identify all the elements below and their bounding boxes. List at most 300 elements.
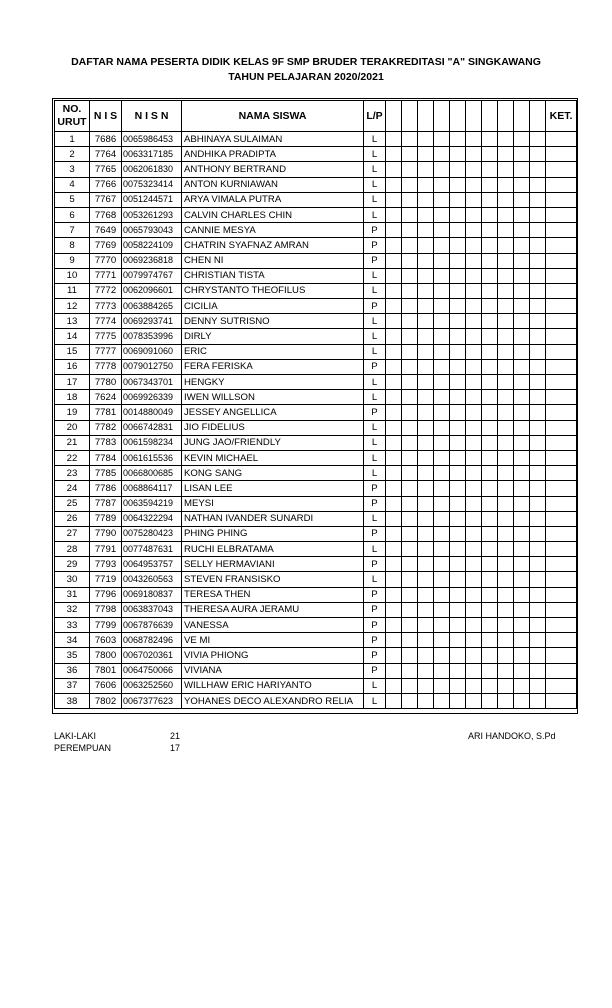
cell-blank bbox=[530, 511, 546, 526]
cell-nama: VIVIA PHIONG bbox=[182, 648, 364, 663]
cell-ket bbox=[546, 329, 577, 344]
perempuan-label: PEREMPUAN bbox=[54, 743, 112, 753]
cell-ket bbox=[546, 375, 577, 390]
cell-no: 33 bbox=[55, 618, 90, 633]
cell-nis: 7764 bbox=[90, 147, 122, 162]
cell-blank bbox=[530, 572, 546, 587]
cell-no: 30 bbox=[55, 572, 90, 587]
cell-blank bbox=[402, 314, 418, 329]
cell-blank bbox=[514, 283, 530, 298]
cell-blank bbox=[466, 314, 482, 329]
cell-blank bbox=[482, 633, 498, 648]
cell-nisn: 0043260563 bbox=[122, 572, 182, 587]
laki-laki-label: LAKI-LAKI bbox=[54, 731, 97, 741]
cell-blank bbox=[466, 572, 482, 587]
table-body bbox=[55, 132, 577, 709]
cell-blank bbox=[466, 557, 482, 572]
cell-blank bbox=[514, 420, 530, 435]
cell-blank bbox=[450, 450, 466, 465]
cell-blank bbox=[450, 177, 466, 192]
cell-blank bbox=[498, 435, 514, 450]
cell-nama: TERESA THEN bbox=[182, 587, 364, 602]
cell-blank bbox=[418, 177, 434, 192]
cell-blank bbox=[450, 496, 466, 511]
cell-blank bbox=[514, 466, 530, 481]
cell-blank bbox=[482, 663, 498, 678]
cell-lp: P bbox=[364, 238, 386, 253]
cell-no: 21 bbox=[55, 435, 90, 450]
cell-lp: L bbox=[364, 329, 386, 344]
cell-ket bbox=[546, 223, 577, 238]
cell-blank bbox=[498, 572, 514, 587]
cell-blank bbox=[482, 511, 498, 526]
cell-blank bbox=[434, 359, 450, 374]
cell-blank bbox=[530, 132, 546, 147]
cell-blank bbox=[418, 147, 434, 162]
cell-lp: P bbox=[364, 253, 386, 268]
cell-blank bbox=[450, 359, 466, 374]
cell-ket bbox=[546, 314, 577, 329]
cell-blank bbox=[434, 587, 450, 602]
cell-nama: VIVIANA bbox=[182, 663, 364, 678]
cell-blank bbox=[450, 481, 466, 496]
cell-blank bbox=[498, 253, 514, 268]
cell-blank bbox=[482, 375, 498, 390]
cell-ket bbox=[546, 633, 577, 648]
cell-blank bbox=[434, 526, 450, 541]
cell-nisn: 0063884265 bbox=[122, 299, 182, 314]
cell-ket bbox=[546, 162, 577, 177]
cell-blank bbox=[530, 435, 546, 450]
cell-blank bbox=[514, 344, 530, 359]
cell-nisn: 0053261293 bbox=[122, 207, 182, 222]
cell-nis: 7789 bbox=[90, 511, 122, 526]
cell-blank bbox=[450, 268, 466, 283]
cell-blank bbox=[418, 359, 434, 374]
cell-blank bbox=[434, 299, 450, 314]
cell-ket bbox=[546, 450, 577, 465]
cell-blank bbox=[482, 496, 498, 511]
cell-blank bbox=[514, 223, 530, 238]
cell-nis: 7802 bbox=[90, 693, 122, 708]
cell-blank bbox=[434, 693, 450, 708]
cell-blank bbox=[482, 238, 498, 253]
cell-blank bbox=[482, 557, 498, 572]
cell-blank bbox=[386, 268, 402, 283]
cell-ket bbox=[546, 526, 577, 541]
cell-blank bbox=[514, 329, 530, 344]
cell-nisn: 0068864117 bbox=[122, 481, 182, 496]
cell-blank bbox=[466, 618, 482, 633]
cell-no: 4 bbox=[55, 177, 90, 192]
cell-blank bbox=[434, 496, 450, 511]
cell-nama: CALVIN CHARLES CHIN bbox=[182, 207, 364, 222]
cell-blank bbox=[402, 435, 418, 450]
cell-blank bbox=[386, 177, 402, 192]
cell-blank bbox=[402, 633, 418, 648]
cell-blank bbox=[418, 602, 434, 617]
cell-nisn: 0079012750 bbox=[122, 359, 182, 374]
cell-blank bbox=[386, 663, 402, 678]
cell-nis: 7719 bbox=[90, 572, 122, 587]
cell-nis: 7798 bbox=[90, 602, 122, 617]
cell-blank bbox=[498, 602, 514, 617]
table-row bbox=[55, 207, 577, 222]
cell-blank bbox=[402, 238, 418, 253]
cell-blank bbox=[418, 192, 434, 207]
cell-ket bbox=[546, 618, 577, 633]
cell-blank bbox=[434, 238, 450, 253]
cell-blank bbox=[482, 435, 498, 450]
cell-lp: L bbox=[364, 375, 386, 390]
cell-lp: P bbox=[364, 359, 386, 374]
cell-nisn: 0051244571 bbox=[122, 192, 182, 207]
cell-nama: ANDHIKA PRADIPTA bbox=[182, 147, 364, 162]
cell-blank bbox=[386, 450, 402, 465]
cell-blank bbox=[514, 633, 530, 648]
cell-blank bbox=[466, 496, 482, 511]
cell-nis: 7781 bbox=[90, 405, 122, 420]
cell-blank bbox=[418, 466, 434, 481]
cell-blank bbox=[386, 542, 402, 557]
cell-blank bbox=[530, 602, 546, 617]
cell-no: 15 bbox=[55, 344, 90, 359]
cell-blank bbox=[386, 344, 402, 359]
cell-blank bbox=[514, 435, 530, 450]
cell-blank bbox=[466, 648, 482, 663]
cell-blank bbox=[450, 390, 466, 405]
cell-blank bbox=[530, 375, 546, 390]
cell-blank bbox=[514, 192, 530, 207]
cell-nisn: 0069180837 bbox=[122, 587, 182, 602]
cell-blank bbox=[386, 648, 402, 663]
cell-no: 23 bbox=[55, 466, 90, 481]
table-row bbox=[55, 435, 577, 450]
cell-blank bbox=[530, 268, 546, 283]
cell-blank bbox=[386, 481, 402, 496]
table-row bbox=[55, 162, 577, 177]
cell-nama: RUCHI ELBRATAMA bbox=[182, 542, 364, 557]
cell-nisn: 0067020361 bbox=[122, 648, 182, 663]
cell-blank bbox=[498, 678, 514, 693]
cell-nama: THERESA AURA JERAMU bbox=[182, 602, 364, 617]
cell-blank bbox=[514, 511, 530, 526]
cell-nisn: 0069091060 bbox=[122, 344, 182, 359]
cell-nis: 7785 bbox=[90, 466, 122, 481]
cell-no: 7 bbox=[55, 223, 90, 238]
cell-blank bbox=[514, 253, 530, 268]
cell-blank bbox=[386, 466, 402, 481]
cell-blank bbox=[530, 663, 546, 678]
cell-blank bbox=[466, 633, 482, 648]
cell-blank bbox=[418, 678, 434, 693]
cell-blank bbox=[514, 663, 530, 678]
cell-nama: IWEN WILLSON bbox=[182, 390, 364, 405]
cell-nis: 7603 bbox=[90, 633, 122, 648]
cell-nama: LISAN LEE bbox=[182, 481, 364, 496]
header-blank bbox=[530, 101, 546, 132]
cell-nisn: 0067377623 bbox=[122, 693, 182, 708]
cell-blank bbox=[514, 299, 530, 314]
cell-lp: P bbox=[364, 602, 386, 617]
cell-blank bbox=[386, 526, 402, 541]
cell-blank bbox=[434, 268, 450, 283]
cell-blank bbox=[450, 207, 466, 222]
cell-blank bbox=[482, 678, 498, 693]
cell-blank bbox=[482, 526, 498, 541]
cell-blank bbox=[418, 268, 434, 283]
cell-nis: 7793 bbox=[90, 557, 122, 572]
table-row bbox=[55, 299, 577, 314]
cell-nama: ABHINAYA SULAIMAN bbox=[182, 132, 364, 147]
cell-blank bbox=[530, 359, 546, 374]
cell-blank bbox=[386, 678, 402, 693]
table-row bbox=[55, 496, 577, 511]
cell-nama: DIRLY bbox=[182, 329, 364, 344]
cell-no: 22 bbox=[55, 450, 90, 465]
cell-blank bbox=[530, 329, 546, 344]
cell-nama: CANNIE MESYA bbox=[182, 223, 364, 238]
cell-blank bbox=[466, 602, 482, 617]
cell-blank bbox=[530, 557, 546, 572]
table-row bbox=[55, 359, 577, 374]
cell-blank bbox=[514, 177, 530, 192]
cell-nama: ERIC bbox=[182, 344, 364, 359]
cell-blank bbox=[466, 283, 482, 298]
cell-nisn: 0061598234 bbox=[122, 435, 182, 450]
cell-blank bbox=[498, 390, 514, 405]
cell-nama: KONG SANG bbox=[182, 466, 364, 481]
table-row bbox=[55, 466, 577, 481]
cell-blank bbox=[514, 481, 530, 496]
cell-nisn: 0063252560 bbox=[122, 678, 182, 693]
cell-nama: JESSEY ANGELLICA bbox=[182, 405, 364, 420]
cell-nis: 7783 bbox=[90, 435, 122, 450]
cell-nama: KEVIN MICHAEL bbox=[182, 450, 364, 465]
cell-nisn: 0063837043 bbox=[122, 602, 182, 617]
cell-blank bbox=[418, 162, 434, 177]
table-row bbox=[55, 329, 577, 344]
cell-blank bbox=[514, 375, 530, 390]
signatory-name: ARI HANDOKO, S.Pd bbox=[468, 731, 556, 741]
cell-blank bbox=[498, 587, 514, 602]
header-lp: L/P bbox=[364, 101, 386, 132]
cell-nama: ANTON KURNIAWAN bbox=[182, 177, 364, 192]
cell-lp: P bbox=[364, 648, 386, 663]
cell-blank bbox=[418, 557, 434, 572]
cell-nisn: 0069236818 bbox=[122, 253, 182, 268]
laki-laki-count: 21 bbox=[170, 731, 181, 741]
cell-blank bbox=[386, 420, 402, 435]
cell-blank bbox=[450, 587, 466, 602]
cell-lp: P bbox=[364, 633, 386, 648]
cell-blank bbox=[530, 542, 546, 557]
cell-blank bbox=[386, 223, 402, 238]
cell-lp: L bbox=[364, 268, 386, 283]
cell-blank bbox=[402, 557, 418, 572]
cell-nisn: 0064953757 bbox=[122, 557, 182, 572]
cell-blank bbox=[482, 420, 498, 435]
cell-ket bbox=[546, 283, 577, 298]
cell-blank bbox=[498, 299, 514, 314]
cell-lp: P bbox=[364, 405, 386, 420]
cell-blank bbox=[450, 663, 466, 678]
header-no-urut: NO. URUT bbox=[55, 101, 90, 132]
cell-nis: 7624 bbox=[90, 390, 122, 405]
cell-lp: L bbox=[364, 542, 386, 557]
cell-blank bbox=[450, 602, 466, 617]
cell-nisn: 0078353996 bbox=[122, 329, 182, 344]
cell-blank bbox=[514, 618, 530, 633]
cell-blank bbox=[530, 648, 546, 663]
cell-blank bbox=[418, 390, 434, 405]
cell-blank bbox=[434, 481, 450, 496]
cell-blank bbox=[530, 314, 546, 329]
cell-blank bbox=[402, 450, 418, 465]
cell-no: 18 bbox=[55, 390, 90, 405]
table-row bbox=[55, 602, 577, 617]
cell-nis: 7799 bbox=[90, 618, 122, 633]
cell-ket bbox=[546, 557, 577, 572]
table-row bbox=[55, 663, 577, 678]
cell-blank bbox=[530, 420, 546, 435]
header-blank bbox=[402, 101, 418, 132]
cell-blank bbox=[466, 268, 482, 283]
cell-blank bbox=[418, 132, 434, 147]
cell-blank bbox=[482, 693, 498, 708]
cell-blank bbox=[482, 466, 498, 481]
cell-blank bbox=[434, 405, 450, 420]
cell-nis: 7773 bbox=[90, 299, 122, 314]
cell-blank bbox=[530, 390, 546, 405]
cell-blank bbox=[402, 177, 418, 192]
cell-blank bbox=[466, 450, 482, 465]
cell-lp: L bbox=[364, 435, 386, 450]
cell-nis: 7786 bbox=[90, 481, 122, 496]
cell-ket bbox=[546, 207, 577, 222]
cell-lp: L bbox=[364, 192, 386, 207]
table-row bbox=[55, 268, 577, 283]
cell-nis: 7774 bbox=[90, 314, 122, 329]
cell-blank bbox=[498, 344, 514, 359]
cell-blank bbox=[498, 618, 514, 633]
cell-nis: 7606 bbox=[90, 678, 122, 693]
cell-blank bbox=[418, 223, 434, 238]
cell-blank bbox=[482, 344, 498, 359]
cell-ket bbox=[546, 511, 577, 526]
cell-nisn: 0079974767 bbox=[122, 268, 182, 283]
cell-nisn: 0014880049 bbox=[122, 405, 182, 420]
cell-blank bbox=[482, 299, 498, 314]
cell-blank bbox=[530, 177, 546, 192]
cell-nama: CHATRIN SYAFNAZ AMRAN bbox=[182, 238, 364, 253]
cell-ket bbox=[546, 466, 577, 481]
table-row bbox=[55, 618, 577, 633]
cell-no: 27 bbox=[55, 526, 90, 541]
cell-blank bbox=[466, 587, 482, 602]
cell-blank bbox=[514, 557, 530, 572]
cell-blank bbox=[466, 678, 482, 693]
cell-nama: YOHANES DECO ALEXANDRO RELIA bbox=[182, 693, 364, 708]
cell-blank bbox=[450, 132, 466, 147]
cell-blank bbox=[418, 496, 434, 511]
cell-blank bbox=[498, 693, 514, 708]
cell-blank bbox=[466, 542, 482, 557]
cell-nisn: 0067876639 bbox=[122, 618, 182, 633]
cell-blank bbox=[450, 299, 466, 314]
cell-no: 36 bbox=[55, 663, 90, 678]
cell-blank bbox=[498, 496, 514, 511]
cell-nisn: 0069293741 bbox=[122, 314, 182, 329]
cell-nisn: 0063317185 bbox=[122, 147, 182, 162]
cell-ket bbox=[546, 299, 577, 314]
cell-nama: FERA FERISKA bbox=[182, 359, 364, 374]
cell-blank bbox=[482, 450, 498, 465]
cell-blank bbox=[386, 633, 402, 648]
cell-nisn: 0077487631 bbox=[122, 542, 182, 557]
cell-nama: HENGKY bbox=[182, 375, 364, 390]
cell-nama: VE MI bbox=[182, 633, 364, 648]
cell-ket bbox=[546, 435, 577, 450]
cell-blank bbox=[530, 693, 546, 708]
cell-blank bbox=[386, 162, 402, 177]
cell-nisn: 0064322294 bbox=[122, 511, 182, 526]
cell-blank bbox=[450, 693, 466, 708]
table-row bbox=[55, 542, 577, 557]
cell-nama: PHING PHING bbox=[182, 526, 364, 541]
cell-blank bbox=[434, 344, 450, 359]
header-nama-siswa: NAMA SISWA bbox=[182, 101, 364, 132]
cell-lp: P bbox=[364, 618, 386, 633]
cell-blank bbox=[434, 253, 450, 268]
cell-blank bbox=[514, 162, 530, 177]
cell-blank bbox=[498, 648, 514, 663]
cell-blank bbox=[434, 450, 450, 465]
cell-blank bbox=[434, 663, 450, 678]
cell-no: 6 bbox=[55, 207, 90, 222]
cell-lp: L bbox=[364, 344, 386, 359]
cell-blank bbox=[450, 633, 466, 648]
cell-nama: JUNG JAO/FRIENDLY bbox=[182, 435, 364, 450]
cell-blank bbox=[402, 344, 418, 359]
cell-blank bbox=[402, 663, 418, 678]
cell-no: 1 bbox=[55, 132, 90, 147]
cell-ket bbox=[546, 678, 577, 693]
document-title: DAFTAR NAMA PESERTA DIDIK KELAS 9F SMP BRUDER TERAKREDITASI "A" SINGKAWANG bbox=[71, 56, 541, 68]
cell-blank bbox=[498, 405, 514, 420]
cell-nisn: 0068782496 bbox=[122, 633, 182, 648]
cell-blank bbox=[386, 359, 402, 374]
cell-nis: 7770 bbox=[90, 253, 122, 268]
cell-blank bbox=[434, 223, 450, 238]
cell-blank bbox=[434, 557, 450, 572]
cell-blank bbox=[530, 496, 546, 511]
cell-blank bbox=[418, 618, 434, 633]
cell-blank bbox=[418, 299, 434, 314]
cell-blank bbox=[498, 450, 514, 465]
cell-blank bbox=[402, 207, 418, 222]
cell-nisn: 0058224109 bbox=[122, 238, 182, 253]
cell-nama: CHEN NI bbox=[182, 253, 364, 268]
cell-nis: 7765 bbox=[90, 162, 122, 177]
cell-no: 34 bbox=[55, 633, 90, 648]
cell-blank bbox=[450, 375, 466, 390]
cell-blank bbox=[482, 648, 498, 663]
cell-blank bbox=[450, 435, 466, 450]
cell-blank bbox=[402, 299, 418, 314]
table-row bbox=[55, 450, 577, 465]
cell-blank bbox=[386, 496, 402, 511]
